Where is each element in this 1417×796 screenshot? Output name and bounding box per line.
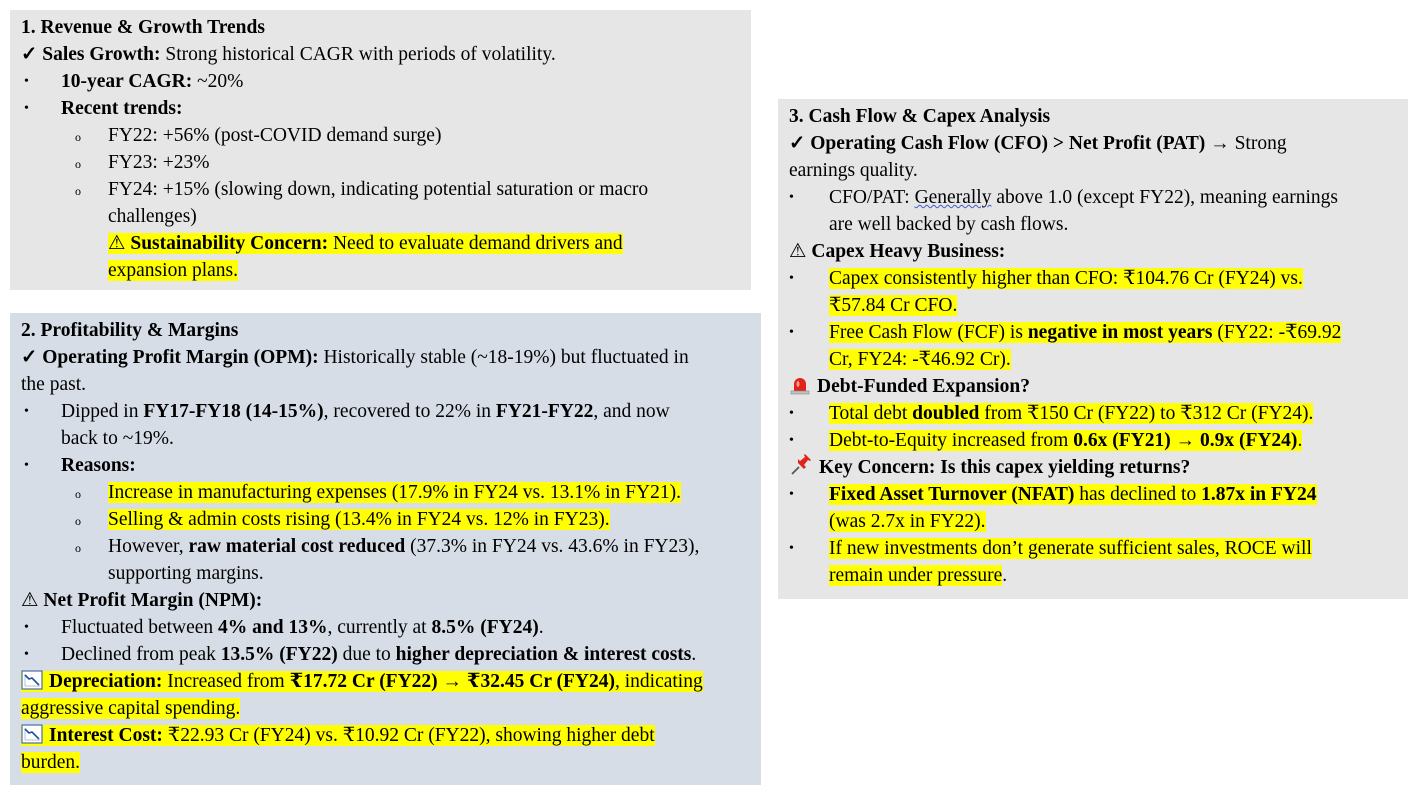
section-title: 2. Profitability & Margins <box>21 320 239 341</box>
total-debt-item: Total debt doubled from ₹150 Cr (FY22) to ₹312 Cr (FY24). <box>829 403 1314 424</box>
chart-decreasing-icon <box>21 724 43 744</box>
opm-line: ✓ Operating Profit Margin (OPM): Historically stable (~18-19%) but fluctuated in <box>21 347 689 368</box>
capex-vs-cfo-item-cont: ₹57.84 Cr CFO. <box>829 295 958 316</box>
fy23-item: FY23: +23% <box>108 152 210 173</box>
fcf-item: Free Cash Flow (FCF) is negative in most years (FY22: -₹69.92 <box>829 322 1342 343</box>
check-icon: ✓ <box>789 133 806 154</box>
debt-heading: Debt-Funded Expansion? <box>789 373 1030 400</box>
selling-admin-item: Selling & admin costs rising (13.4% in FY24 vs. 12% in FY23). <box>108 509 610 530</box>
section-title: 3. Cash Flow & Capex Analysis <box>789 106 1051 127</box>
npm-range-item: Fluctuated between 4% and 13%, currently at 8.5% (FY24). <box>61 617 544 638</box>
roce-item: If new investments don’t generate sufficient sales, ROCE will <box>829 538 1312 559</box>
cfo-pat-item: CFO/PAT: Generally above 1.0 (except FY22), meaning earnings <box>829 187 1339 208</box>
nfat-item-cont: (was 2.7x in FY22). <box>829 511 986 532</box>
subbullet-icon: o <box>75 157 81 171</box>
cagr-line: 10-year CAGR: ~20% <box>61 71 244 92</box>
revenue-growth-section <box>10 10 751 290</box>
subbullet-icon: o <box>75 130 81 144</box>
bullet-icon: • <box>789 325 794 340</box>
opm-line-cont: the past. <box>21 374 86 395</box>
fy22-item: FY22: +56% (post-COVID demand surge) <box>108 125 442 146</box>
bullet-icon: • <box>789 487 794 502</box>
check-icon: ✓ <box>21 347 38 368</box>
npm-decline-item: Declined from peak 13.5% (FY22) due to higher depreciation & interest costs. <box>61 644 697 665</box>
cfo-line-cont: earnings quality. <box>789 160 918 181</box>
bullet-icon: • <box>24 620 29 635</box>
warning-icon: ⚠ <box>21 590 39 611</box>
key-concern-heading: Key Concern: Is this capex yielding returns? <box>789 454 1190 481</box>
raw-material-item-cont: supporting margins. <box>108 563 264 584</box>
depreciation-line-cont: aggressive capital spending. <box>21 698 241 719</box>
warning-icon: ⚠ <box>789 241 807 262</box>
profitability-section <box>10 313 761 785</box>
bullet-icon: • <box>789 406 794 421</box>
depreciation-line: Depreciation: Increased from ₹17.72 Cr (FY22) → ₹32.45 Cr (FY24), indicating <box>21 668 703 695</box>
reasons-label: Reasons: <box>61 455 136 476</box>
check-icon: ✓ <box>21 44 38 65</box>
bullet-icon: • <box>24 74 29 89</box>
interest-cost-line-cont: burden. <box>21 752 81 773</box>
subbullet-icon: o <box>75 487 81 501</box>
bullet-icon: • <box>789 271 794 286</box>
capex-heading: ⚠ Capex Heavy Business: <box>789 241 1006 262</box>
raw-material-item: However, raw material cost reduced (37.3% in FY24 vs. 43.6% in FY23), <box>108 536 700 557</box>
roce-item-cont: remain under pressure. <box>829 565 1008 586</box>
nfat-item: Fixed Asset Turnover (NFAT) has declined to 1.87x in FY24 <box>829 484 1317 505</box>
section-title: 1. Revenue & Growth Trends <box>21 17 265 38</box>
fcf-item-cont: Cr, FY24: -₹46.92 Cr). <box>829 349 1011 370</box>
opm-dip-item-cont: back to ~19%. <box>61 428 174 449</box>
debt-to-equity-item: Debt-to-Equity increased from 0.6x (FY21) → 0.9x (FY24). <box>829 430 1303 451</box>
bullet-icon: • <box>789 541 794 556</box>
cashflow-capex-section <box>778 99 1408 599</box>
bullet-icon: • <box>24 101 29 116</box>
cfo-pat-item-cont: are well backed by cash flows. <box>829 214 1069 235</box>
sustainability-concern-cont: expansion plans. <box>108 260 238 281</box>
bullet-icon: • <box>789 433 794 448</box>
npm-heading: ⚠ Net Profit Margin (NPM): <box>21 590 263 611</box>
opm-dip-item: Dipped in FY17-FY18 (14-15%), recovered to 22% in FY21-FY22, and now <box>61 401 670 422</box>
capex-vs-cfo-item: Capex consistently higher than CFO: ₹104.76 Cr (FY24) vs. <box>829 268 1303 289</box>
cfo-line: ✓ Operating Cash Flow (CFO) > Net Profit (PAT) → Strong <box>789 133 1287 154</box>
pushpin-icon <box>789 454 813 476</box>
bullet-icon: • <box>789 190 794 205</box>
interest-cost-line: Interest Cost: ₹22.93 Cr (FY24) vs. ₹10.92 Cr (FY22), showing higher debt <box>21 722 655 749</box>
subbullet-icon: o <box>75 541 81 555</box>
fy24-item: FY24: +15% (slowing down, indicating potential saturation or macro <box>108 179 649 200</box>
sales-growth-line: ✓ Sales Growth: Strong historical CAGR with periods of volatility. <box>21 44 556 65</box>
bullet-icon: • <box>24 647 29 662</box>
fy24-item-cont: challenges) <box>108 206 197 227</box>
recent-trends-label: Recent trends: <box>61 98 183 119</box>
manufacturing-expenses-item: Increase in manufacturing expenses (17.9% in FY24 vs. 13.1% in FY21). <box>108 482 681 503</box>
sustainability-concern: ⚠ Sustainability Concern: Need to evaluate demand drivers and <box>108 233 623 254</box>
warning-icon: ⚠ <box>108 233 126 254</box>
chart-decreasing-icon <box>21 670 43 690</box>
bullet-icon: • <box>24 458 29 473</box>
siren-icon <box>789 375 811 395</box>
subbullet-icon: o <box>75 184 81 198</box>
bullet-icon: • <box>24 404 29 419</box>
subbullet-icon: o <box>75 514 81 528</box>
